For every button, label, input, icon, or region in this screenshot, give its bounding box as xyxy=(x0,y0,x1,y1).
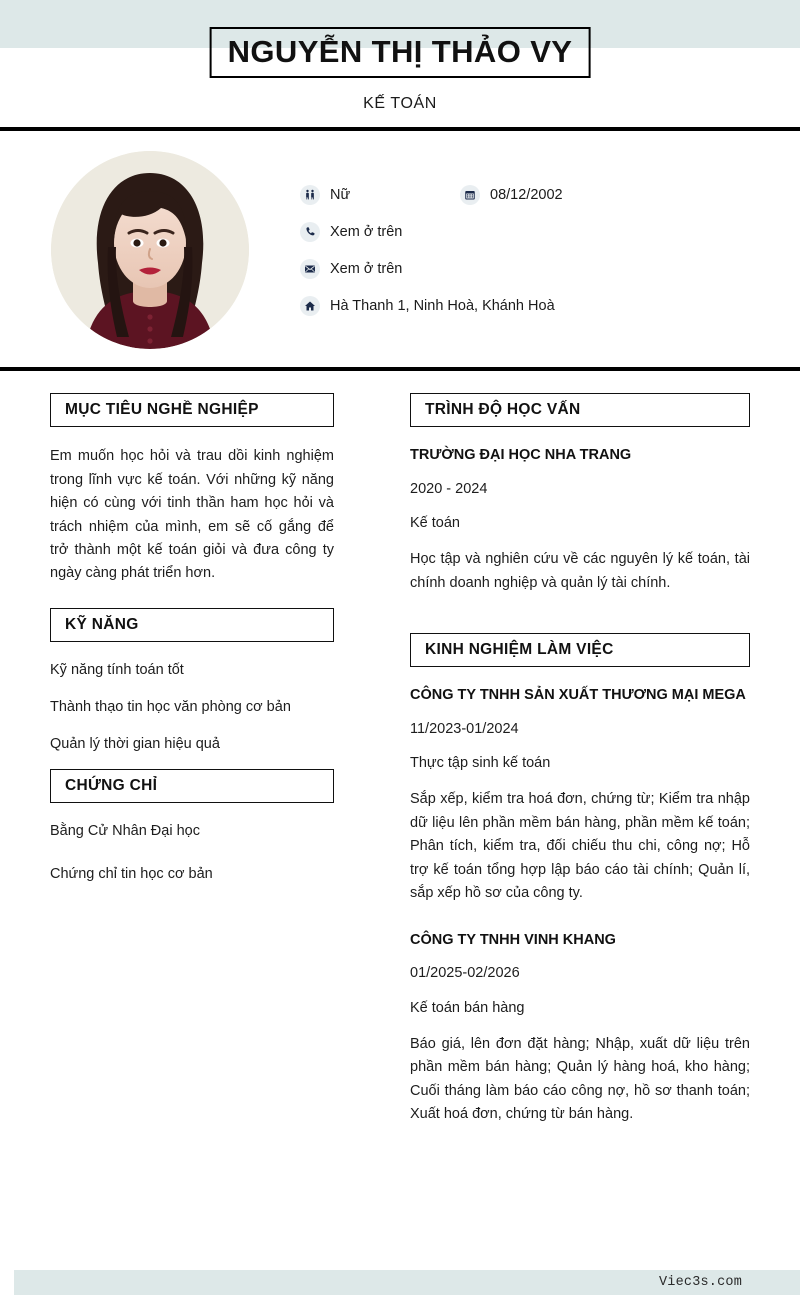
job-title: KẾ TOÁN xyxy=(363,95,437,112)
contact-address xyxy=(300,296,555,316)
contact-row xyxy=(300,296,776,316)
home-icon xyxy=(300,296,320,316)
school-name: TRƯỜNG ĐẠI HỌC NHA TRANG xyxy=(410,447,632,464)
gender-icon xyxy=(300,185,320,205)
footer-bar xyxy=(14,1270,800,1295)
experience-description: Sắp xếp, kiểm tra hoá đơn, chứng từ; Kiểm tra nhập dữ liệu lên phần mềm bán hàng, phần mềm kế toán; Phân tích, kiểm tra, đối chiếu thu chi, công nợ; Hỗ trợ kế toán tổng hợp lập báo cáo tài chính; Quản lí, sắp xếp hồ sơ của công ty. xyxy=(410,791,750,902)
calendar-icon xyxy=(460,185,480,205)
photo-container xyxy=(0,151,300,349)
education-major: Kế toán xyxy=(410,515,460,532)
objective-text: Em muốn học hỏi và trau dồi kinh nghiệm trong lĩnh vực kế toán. Với những kỹ năng hiện có cùng với tinh thần ham học hỏi và trách nhiệm của mình, em sẽ cố gắng để trở thành một kế toán giỏi và đưa công ty ngày càng phát triển hơn. xyxy=(50,448,334,582)
skills-list xyxy=(50,660,334,755)
contact-row xyxy=(300,259,776,279)
education-entry xyxy=(410,445,750,595)
spacer xyxy=(50,755,334,769)
list-item: Kỹ năng tính toán tốt xyxy=(50,662,184,678)
name-box xyxy=(210,27,591,78)
birthday-value: 08/12/2002 xyxy=(490,186,563,203)
list-item: Thành thạo tin học văn phòng cơ bản xyxy=(50,698,291,715)
cv-body xyxy=(0,371,800,1127)
certificates-list xyxy=(50,821,334,886)
section-title: TRÌNH ĐỘ HỌC VẤN xyxy=(425,401,581,418)
company-name: CÔNG TY TNHH SẢN XUẤT THƯƠNG MẠI MEGA xyxy=(410,687,746,704)
section-title: KINH NGHIỆM LÀM VIỆC xyxy=(425,641,614,659)
experience-period: 11/2023-01/2024 xyxy=(410,720,519,737)
education-period: 2020 - 2024 xyxy=(410,480,488,497)
contact-phone xyxy=(300,222,402,242)
section-title: KỸ NĂNG xyxy=(65,615,139,633)
envelope-icon xyxy=(300,259,320,279)
list-item: Quản lý thời gian hiệu quả xyxy=(50,735,220,752)
education-description: Học tập và nghiên cứu về các nguyên lý kế toán, tài chính doanh nghiệp và quản lý tài chính. xyxy=(410,551,750,591)
list-item: Chứng chỉ tin học cơ bản xyxy=(50,866,213,883)
avatar xyxy=(51,151,249,349)
experience-entry xyxy=(410,930,750,1127)
cv-header xyxy=(0,0,800,127)
section-header-objective xyxy=(50,393,334,427)
right-column xyxy=(385,393,800,1127)
contact-info xyxy=(300,185,800,316)
profile-section xyxy=(0,131,800,367)
contact-row xyxy=(300,222,776,242)
experience-description: Báo giá, lên đơn đặt hàng; Nhập, xuất dữ liệu trên phần mềm bán hàng; Quản lý hàng hoá, kho hàng; Cuối tháng làm báo cáo công nợ, hồ sơ thanh toán; Xuất hoá đơn, chứng từ bán hàng. xyxy=(410,1035,750,1123)
section-title: CHỨNG CHỈ xyxy=(65,777,158,795)
list-item: Bằng Cử Nhân Đại học xyxy=(50,823,200,840)
phone-value: Xem ở trên xyxy=(330,223,403,240)
contact-gender xyxy=(300,185,460,205)
watermark: Viec3s.com xyxy=(658,1275,742,1290)
address-value: Hà Thanh 1, Ninh Hoà, Khánh Hoà xyxy=(330,297,555,314)
section-header-experience xyxy=(410,633,750,667)
contact-birthday xyxy=(460,185,563,205)
experience-period: 01/2025-02/2026 xyxy=(410,965,520,982)
experience-entry xyxy=(410,685,750,906)
left-column xyxy=(0,393,385,1127)
experience-role: Thực tập sinh kế toán xyxy=(410,755,551,772)
section-header-education xyxy=(410,393,750,427)
contact-row xyxy=(300,185,776,205)
page-title: NGUYỄN THỊ THẢO VY xyxy=(227,34,573,69)
email-value: Xem ở trên xyxy=(330,260,403,277)
phone-icon xyxy=(300,222,320,242)
spacer xyxy=(410,619,750,633)
section-title: MỤC TIÊU NGHỀ NGHIỆP xyxy=(65,401,259,418)
portrait-photo xyxy=(51,151,249,349)
gender-value: Nữ xyxy=(330,186,351,203)
contact-email xyxy=(300,259,402,279)
section-header-certificates xyxy=(50,769,334,803)
section-header-skills xyxy=(50,608,334,642)
company-name: CÔNG TY TNHH VINH KHANG xyxy=(410,931,616,948)
experience-role: Kế toán bán hàng xyxy=(410,999,525,1016)
